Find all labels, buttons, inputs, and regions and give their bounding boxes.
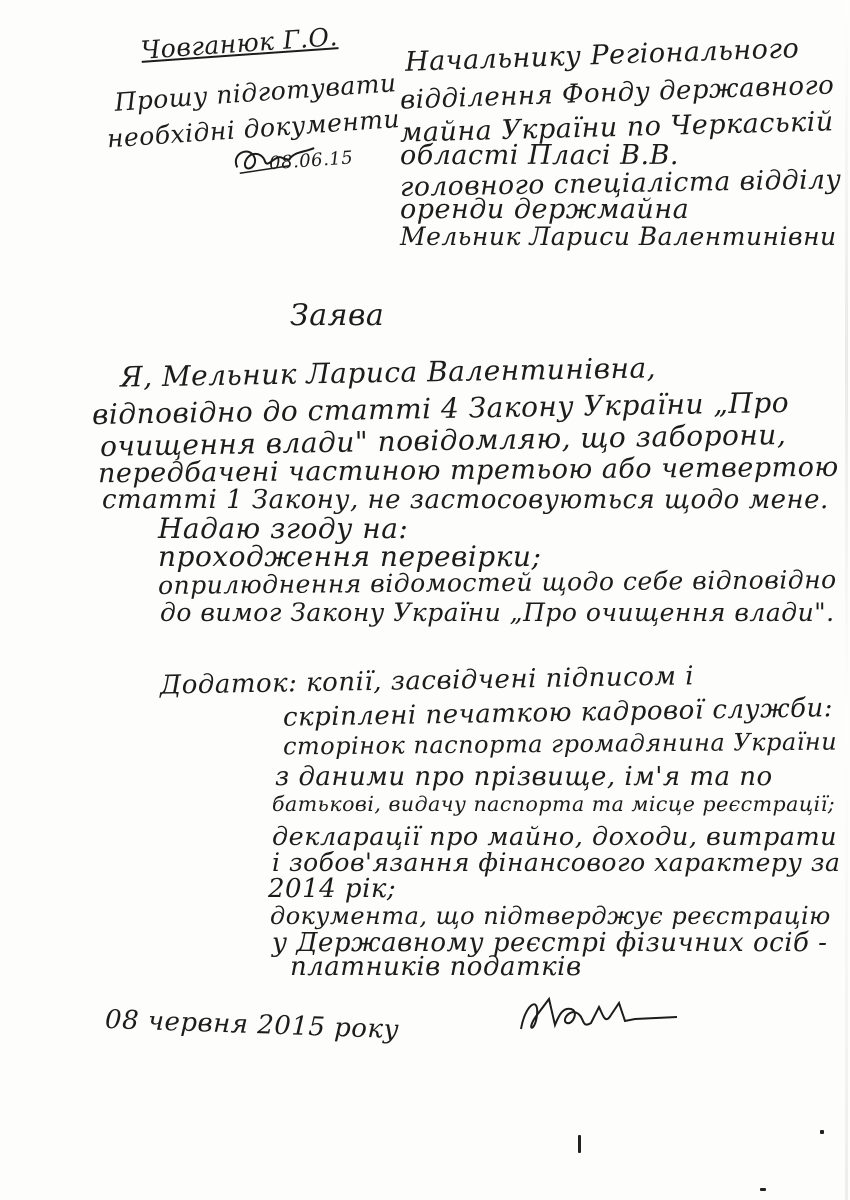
body-line: Надаю згоду на: [158,512,409,545]
annex-line: з даними про прізвище, ім'я та по [275,762,773,792]
scan-mark [578,1135,581,1153]
body-line: оприлюднення відомостей щодо себе відповідно [157,565,837,600]
document-title: Заява [290,298,385,333]
addressee-line: відділення Фонду державного [399,70,835,116]
resolution-block [106,18,410,188]
scan-mark [760,1188,766,1191]
resolution-line-1: Прошу підготувати [113,68,398,117]
annex-line: декларації про майно, доходи, витрати [272,822,838,852]
annex-line: документа, що підтверджує реєстрацію [270,902,831,930]
resolution-line-2: необхідні документи [106,104,401,154]
body-line: проходження перевірки; [158,540,542,573]
scan-mark [820,1130,824,1134]
addressee-line: Мельник Лариси Валентинівни [400,222,837,251]
annex-line: Додаток: копії, засвідчені підписом і [159,661,695,701]
resolution-date: 08.06.15 [268,147,354,175]
scan-edge [845,0,848,1200]
body-line: передбачені частиною третьою або четвертою [97,451,839,490]
annex-line: батькові, видачу паспорта та місце реєстрації; [272,792,836,816]
resolution-addressee: Човганюк Г.О. [139,22,339,65]
addressee-line: майна України по Черкаській [399,106,835,149]
body-line: до вимог Закону України „Про очищення влади". [160,598,835,627]
body-line: статті 1 Закону, не застосовуються щодо мене. [102,485,829,515]
body-line: Я, Мельник Лариса Валентинівна, [119,351,657,394]
addressee-line: оренди держмайна [400,194,690,225]
body-line: очищення влади" повідомляю, що заборони, [99,418,787,463]
annex-line: і зобов'язання фінансового характеру за [272,848,841,877]
addressee-line: головного спеціаліста відділу [399,164,842,203]
annex-line: сторінок паспорта громадянина України [282,727,838,761]
body-line: відповідно до статті 4 Закону України „Про [91,385,790,432]
addressee-line: області Пласі В.В. [400,140,679,171]
annex-line: платників податків [290,952,582,982]
annex-line: у Державному реєстрі фізичних осіб - [272,928,828,958]
applicant-signature [515,985,685,1045]
annex-line: 2014 рік; [268,874,397,904]
addressee-line: Начальнику Регіонального [404,33,800,78]
statement-date: 08 червня 2015 року [104,1004,400,1046]
annex-line: скріплені печаткою кадрової служби: [282,693,834,733]
